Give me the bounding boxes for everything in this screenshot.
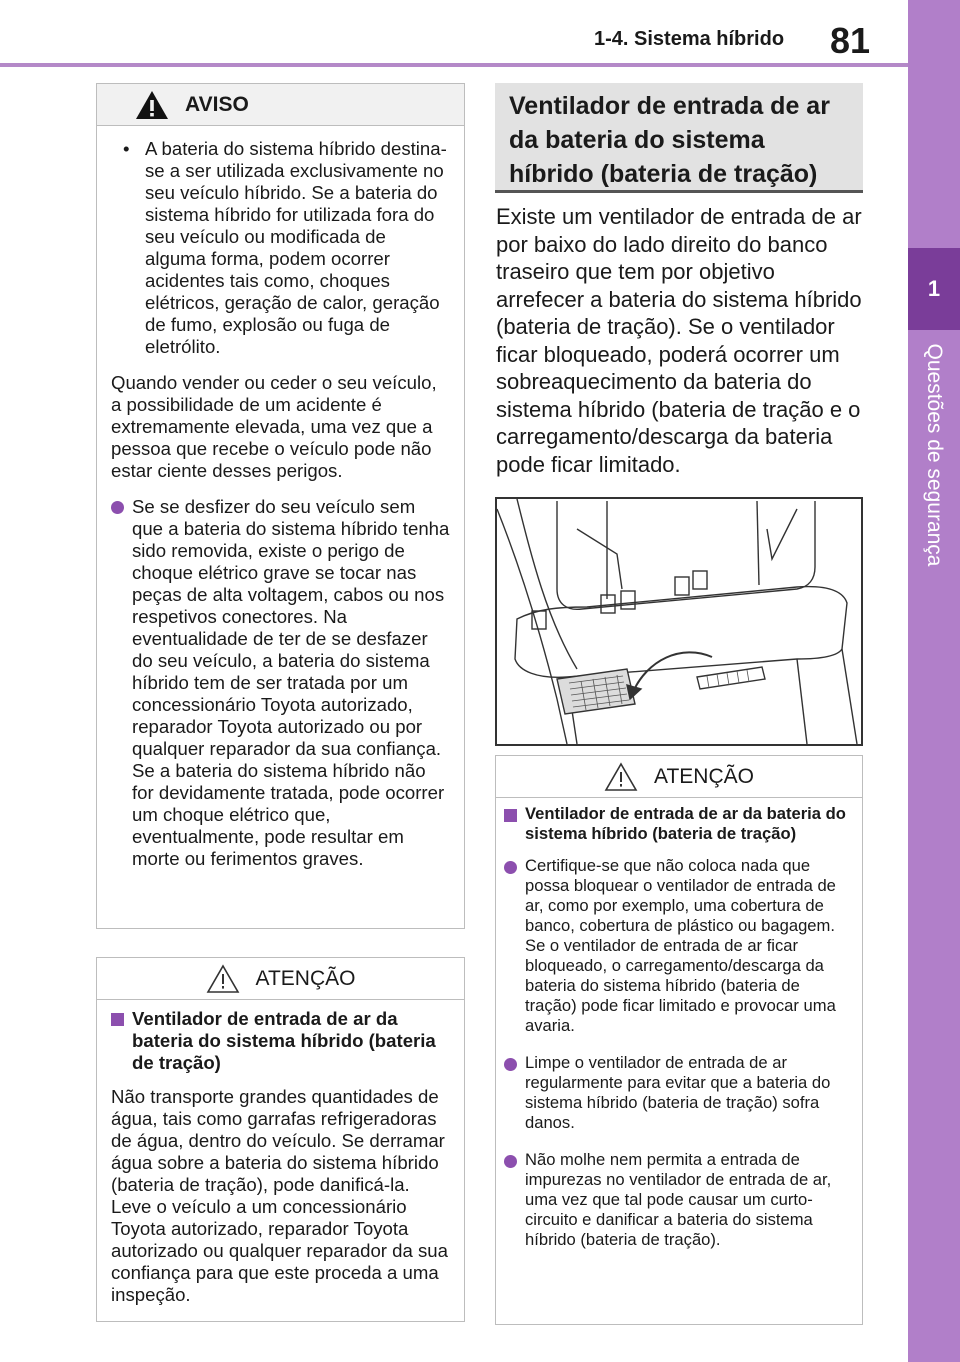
warning-dot-text: Se se desfizer do seu veículo sem que a bateria do sistema híbrido tenha sido removida, existe o perigo de choque elétrico grave se tocar nas peças de alta voltagem, cabos ou nos respetivos conectores. Na eventualidade de ter de se desfazer do seu veículo, a bateria do sistema híbrido tem de ser tratada por um concessionário Toyota autorizado, reparador Toyota autorizado ou por qualquer reparador da sua confiança. Se a bateria do sistema híbrido não for devidamente tratada, pode ocorrer um choque elétrico que, eventualmente, pode resultar em morte ou ferimentos graves.	[132, 496, 450, 869]
warning-bullet-text: A bateria do sistema híbrido destina-se a ser utilizada exclusivamente no seu veículo híbrido. Se a bateria do sistema híbrido for utilizada fora do seu veículo ou modificada de alguma forma, podem ocorrer acidentes tais como, choques elétricos, geração de calor, geração de fumo, explosão ou fuga de eletrólito.	[145, 138, 447, 357]
caution-right-subheading	[504, 804, 848, 844]
section-title: 1-4. Sistema híbrido	[594, 28, 785, 50]
caution-right-item-text: Limpe o ventilador de entrada de ar regularmente para evitar que a bateria do sistema híbrido (bateria de tração) sofra danos.	[525, 1053, 831, 1132]
square-bullet-icon	[111, 1013, 124, 1026]
warning-paragraph: Quando vender ou ceder o seu veículo, a possibilidade de um acidente é extremamente elevada, uma vez que a pessoa que recebe o veículo pode não estar ciente desses perigos.	[111, 372, 437, 481]
section-body: Existe um ventilador de entrada de ar por baixo do lado direito do banco traseiro que tem por objetivo arrefecer a bateria do sistema híbrido (bateria de tração). Se o ventilador ficar bloqueado, poderá ocorrer um sobreaquecimento da bateria do sistema híbrido (bateria de tração e o carregamento/descarga da bateria pode ficar limitado.	[496, 204, 862, 477]
warning-title: AVISO	[185, 92, 249, 116]
caution-box-left	[96, 957, 465, 1322]
dot-bullet-icon	[504, 1155, 517, 1168]
bullet-mark: •	[123, 138, 130, 159]
dot-bullet-icon	[504, 861, 517, 874]
warning-bullet	[117, 138, 450, 358]
caution-right-title: ATENÇÃO	[654, 764, 754, 788]
caution-paragraph: Não transporte grandes quantidades de água, tais como garrafas refrigeradoras de água, dentro do veículo. Se derramar água sobre a bateria do sistema híbrido (bateria de tração), pode danificá-la. Leve o veículo a um concessionário Toyota autorizado, reparador Toyota autorizado ou qualquer reparador da sua confiança para que este proceda a uma inspeção.	[111, 1086, 448, 1305]
chapter-label: Questões de segurança	[923, 343, 946, 567]
caution-right-item-text: Não molhe nem permita a entrada de impurezas no ventilador de entrada de ar, uma vez que tal pode causar um curto-circuito e danificar a bateria do sistema híbrido (bateria de tração).	[525, 1150, 832, 1249]
caution-right-item	[504, 856, 848, 1036]
caution-right-item	[504, 1150, 848, 1250]
page-number: 81	[830, 20, 871, 61]
warning-box	[96, 83, 465, 929]
rear-seat-drawing	[497, 499, 861, 744]
caution-box-right-header	[496, 756, 862, 798]
dot-bullet-icon	[504, 1058, 517, 1071]
warning-triangle-icon	[135, 90, 169, 120]
square-bullet-icon	[504, 809, 517, 822]
caution-triangle-icon	[604, 762, 638, 792]
header-rule	[0, 63, 908, 67]
dot-bullet-icon	[111, 501, 124, 514]
chapter-number: 1	[908, 248, 960, 330]
section-heading: Ventilador de entrada de ar da bateria do sistema híbrido (bateria de tração)	[495, 83, 863, 193]
caution-subheading-text: Ventilador de entrada de ar da bateria do sistema híbrido (bateria de tração)	[132, 1008, 436, 1073]
chapter-tab	[908, 0, 960, 1362]
caution-title: ATENÇÃO	[255, 966, 356, 990]
caution-box-right	[495, 755, 863, 1325]
caution-subheading	[111, 1008, 450, 1074]
caution-right-subheading-text: Ventilador de entrada de ar da bateria do sistema híbrido (bateria de tração)	[525, 804, 846, 843]
caution-right-item	[504, 1053, 848, 1133]
caution-box-header	[97, 958, 464, 1000]
rear-seat-illustration	[495, 497, 863, 746]
warning-dot-item	[111, 496, 450, 870]
caution-triangle-icon	[206, 964, 240, 994]
warning-box-header	[97, 84, 464, 126]
caution-right-item-text: Certifique-se que não coloca nada que possa bloquear o ventilador de entrada de ar, como por exemplo, uma cobertura de banco, cobertura de plástico ou bagagem. Se o ventilador de entrada de ar ficar bloqueado, o carregamento/descarga da bateria do sistema híbrido (bateria de tração) pode ficar limitado e provocar uma avaria.	[525, 856, 836, 1035]
